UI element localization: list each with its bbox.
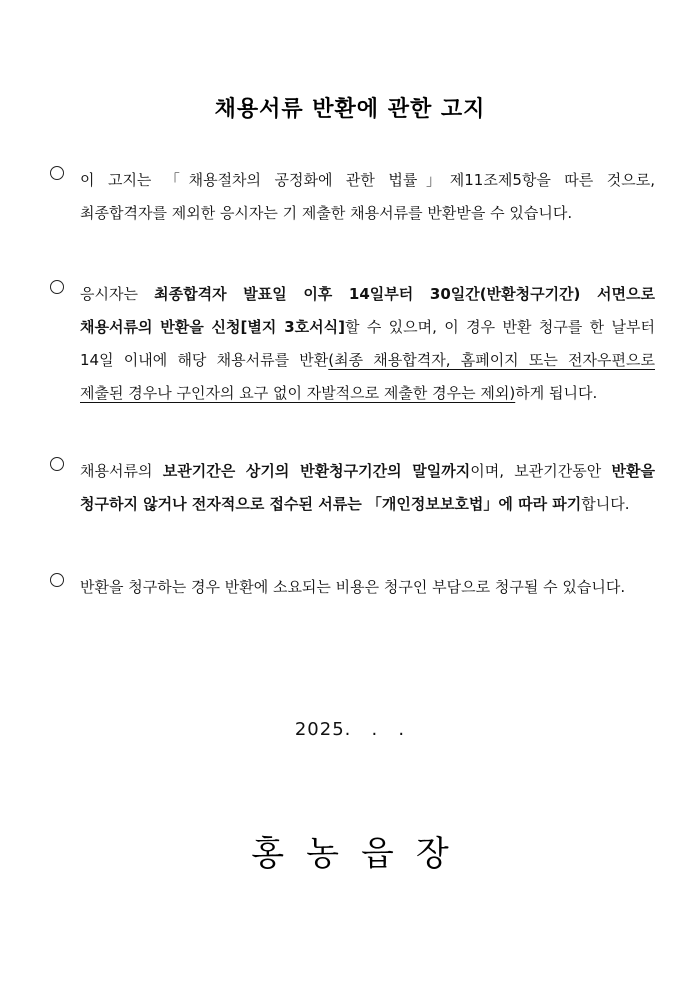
text-run: 채용서류의 bbox=[80, 462, 163, 480]
notice-item-2 bbox=[50, 278, 655, 410]
text-run: 이며, 보관기간동안 bbox=[470, 462, 612, 480]
notice-item-text bbox=[80, 455, 655, 521]
emphasized-text: 최종합격자 발표일 이후 14일부터 30일간(반환청구기간) 서면으로 채용서류의 반환을 신청[별지 3호서식] bbox=[80, 285, 655, 336]
text-run: 합니다. bbox=[581, 495, 630, 513]
text-run: 하게 됩니다. bbox=[515, 384, 598, 402]
page-title: 채용서류 반환에 관한 고지 bbox=[214, 97, 486, 122]
notice-item-text bbox=[80, 571, 655, 604]
emphasized-text: 보관기간은 상기의 반환청구기간의 말일까지 bbox=[162, 462, 471, 480]
notice-item-text bbox=[80, 164, 655, 230]
circle-bullet-icon bbox=[50, 280, 64, 294]
signer-name: 홍농읍장 bbox=[251, 834, 471, 874]
circle-bullet-icon bbox=[50, 457, 64, 471]
notice-item-1 bbox=[50, 164, 655, 230]
text-run: 할 수 있으며, 이 경우 반환 청구를 한 날부터 14일 이내에 해당 채용서류를 반환 bbox=[80, 318, 655, 369]
circle-bullet-icon bbox=[50, 573, 64, 587]
underlined-text: (최종 채용합격자, 홈페이지 또는 전자우편으로 제출된 경우나 구인자의 요구 없이 자발적으로 제출한 경우는 제외) bbox=[80, 351, 655, 402]
notice-item-4 bbox=[50, 571, 655, 604]
notice-item-3 bbox=[50, 455, 655, 521]
issue-date: 2025. . . bbox=[294, 719, 406, 740]
text-run: 응시자는 bbox=[80, 285, 155, 303]
emphasized-text: 반환을 청구하지 않거나 전자적으로 접수된 서류는 「개인정보보호법」에 따라 파기 bbox=[80, 462, 656, 513]
text-run: 이 고지는 「채용절차의 공정화에 관한 법률」제11조제5항을 따른 것으로, 최종합격자를 제외한 응시자는 기 제출한 채용서류를 반환받을 수 있습니다. bbox=[80, 171, 655, 222]
circle-bullet-icon bbox=[50, 166, 64, 180]
notice-item-text bbox=[80, 278, 655, 410]
text-run: 반환을 청구하는 경우 반환에 소요되는 비용은 청구인 부담으로 청구될 수 있습니다. bbox=[80, 578, 626, 596]
